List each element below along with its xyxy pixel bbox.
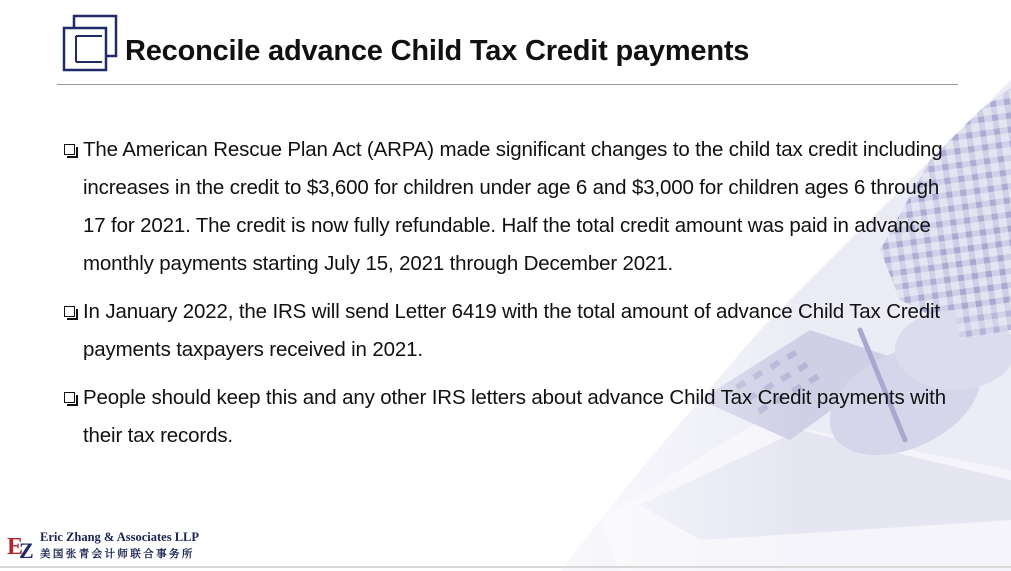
bullet-list	[64, 131, 954, 465]
bracket-squares-icon	[62, 14, 118, 72]
bullet-item	[64, 131, 954, 283]
bullet-text: People should keep this and any other IRS letters about advance Child Tax Credit payments with their tax records.	[83, 386, 946, 447]
firm-name-chinese: 美国张青会计师联合事务所	[40, 549, 195, 560]
bullet-text: The American Rescue Plan Act (ARPA) made significant changes to the child tax credit including increases in the credit to $3,600 for children under age 6 and $3,000 for children ages 6 through 17 for 2021. The credit is now fully refundable. Half the total credit amount was paid in advance monthly payments starting July 15, 2021 through December 2021.	[83, 138, 943, 275]
bullet-item	[64, 379, 954, 455]
hollow-square-bullet-icon	[64, 392, 75, 403]
firm-logo-mark	[6, 530, 40, 560]
hollow-square-bullet-icon	[64, 144, 75, 155]
bullet-item	[64, 293, 954, 369]
svg-text:Z: Z	[19, 538, 34, 560]
svg-text:E: E	[7, 534, 24, 560]
firm-name: Eric Zhang & Associates LLP	[40, 530, 200, 544]
slide-title: Reconcile advance Child Tax Credit payments	[125, 35, 750, 67]
footer-divider	[0, 566, 1011, 568]
hollow-square-bullet-icon	[64, 306, 75, 317]
bullet-text: In January 2022, the IRS will send Letter 6419 with the total amount of advance Child Tax Credit payments taxpayers received in 2021.	[83, 300, 940, 361]
title-divider	[57, 84, 958, 85]
